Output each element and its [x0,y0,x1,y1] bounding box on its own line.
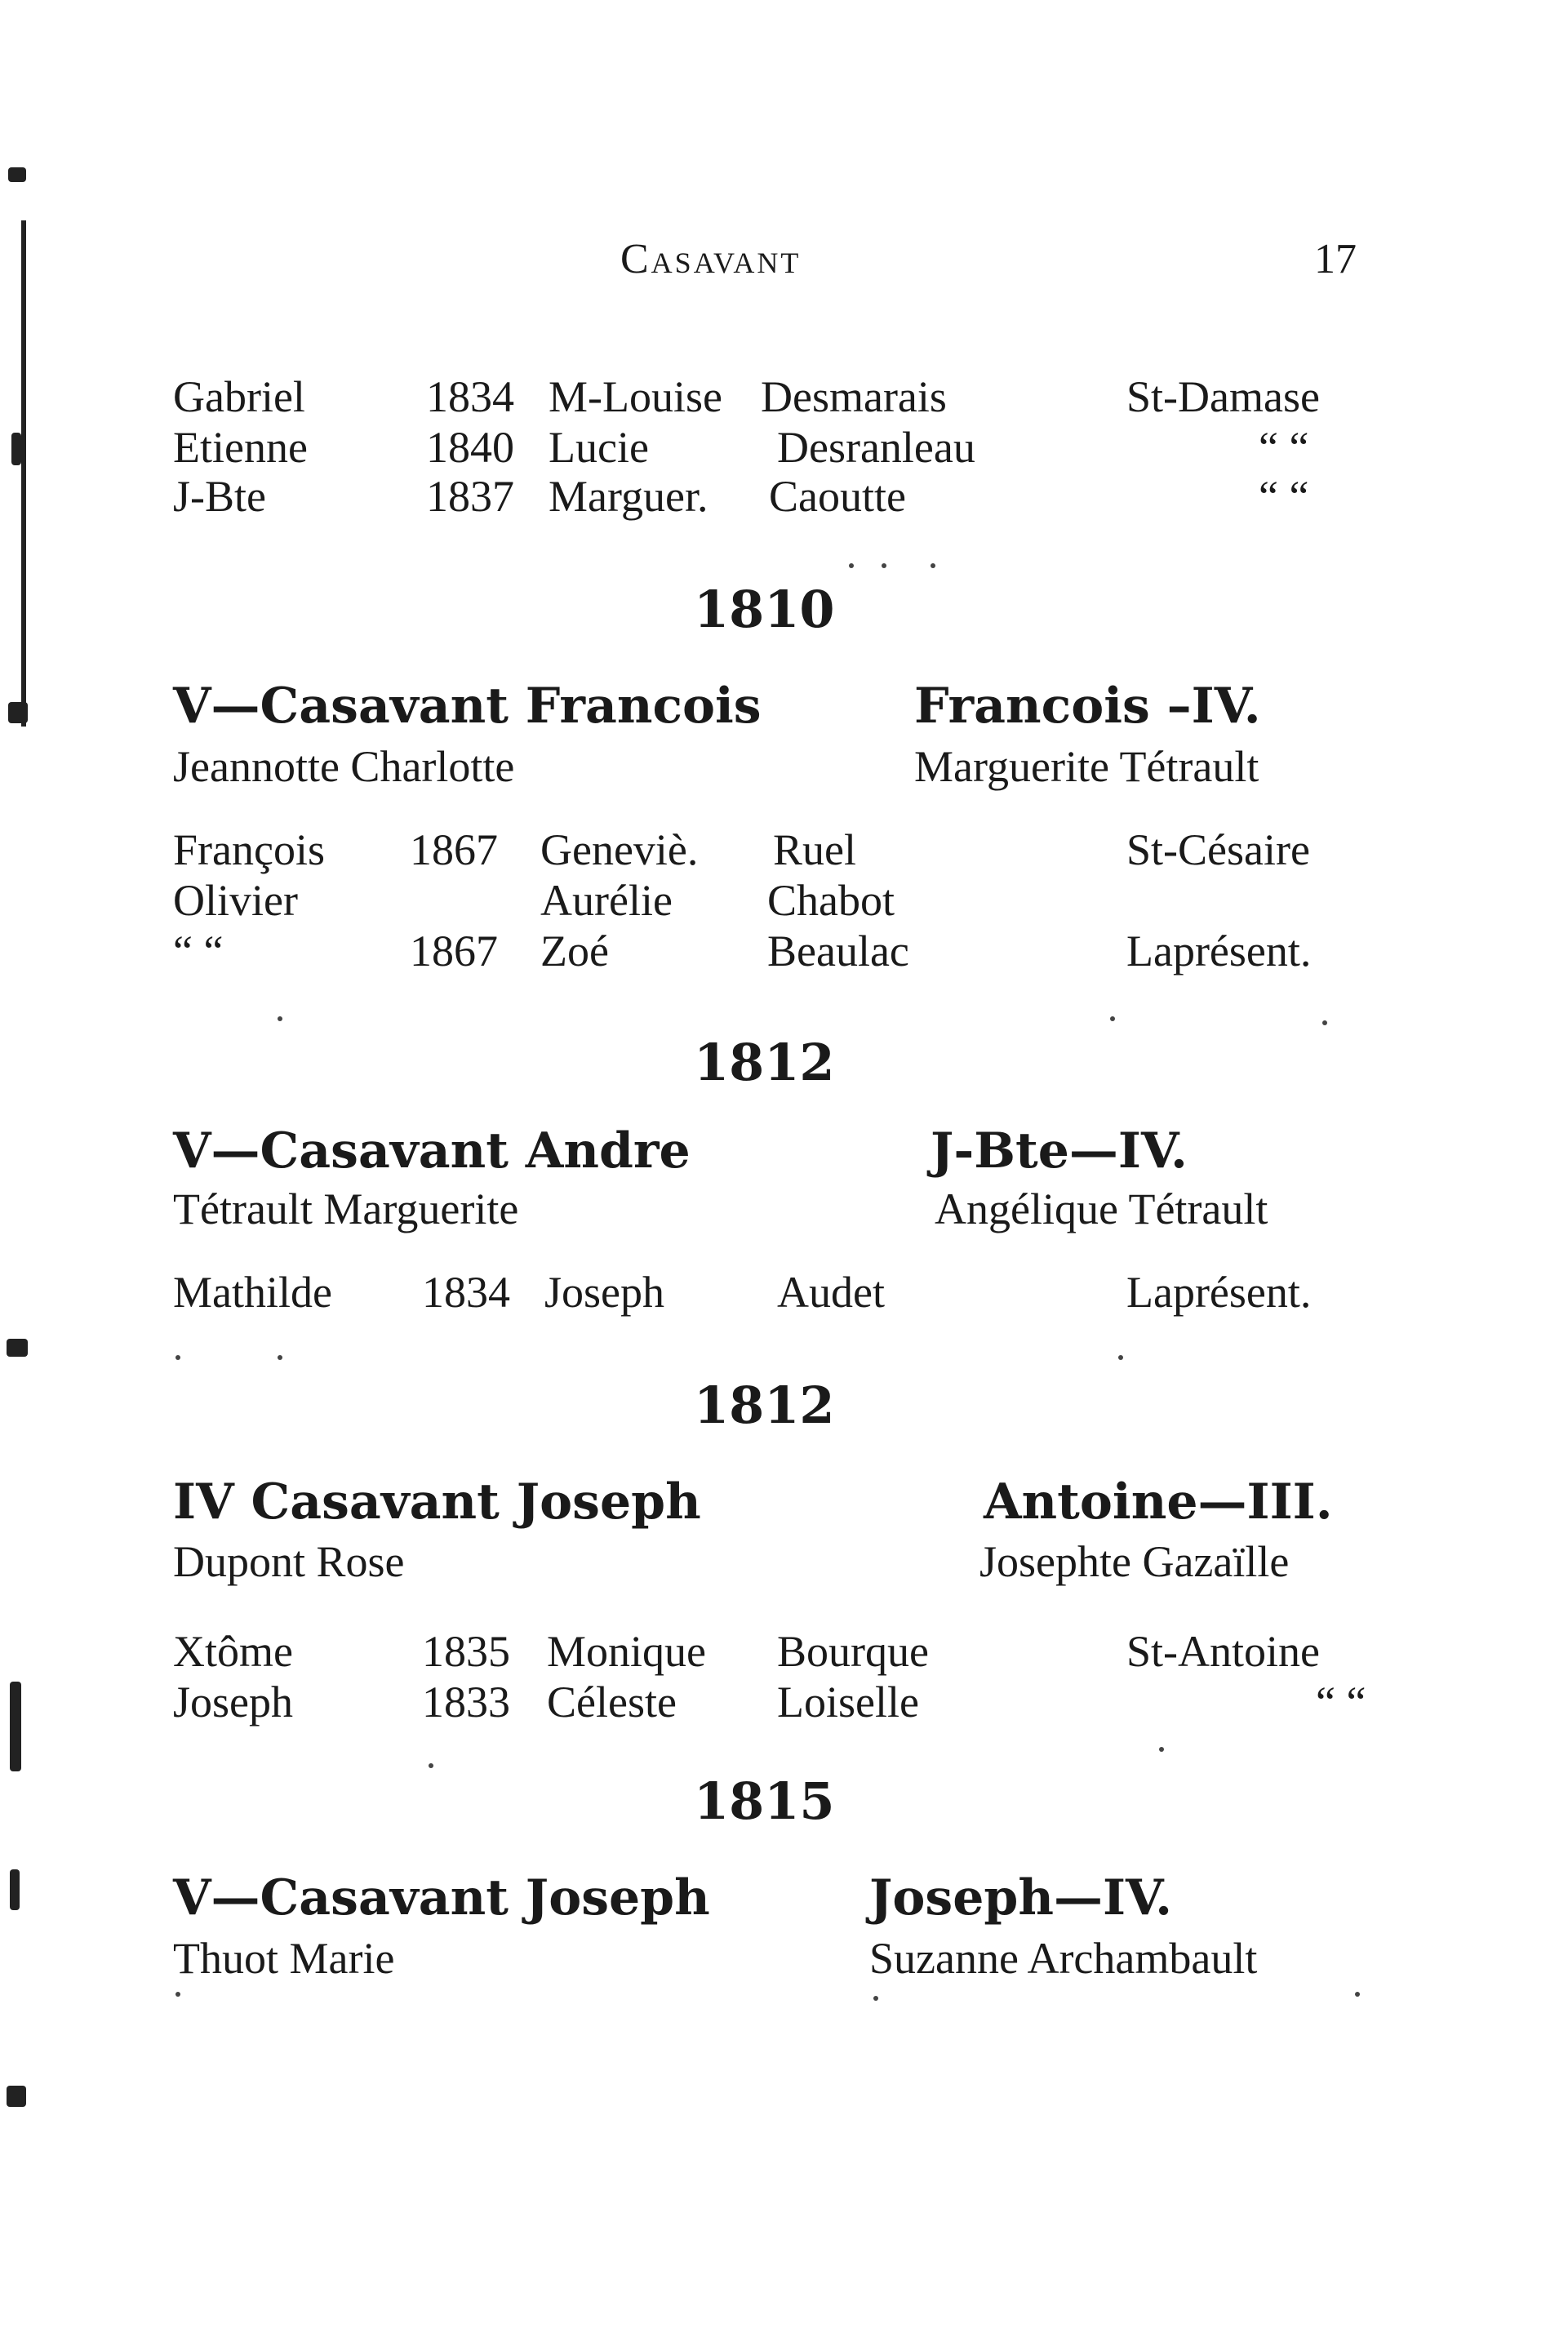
scan-mark [7,2086,26,2107]
child-row [173,1677,1381,1729]
print-speck [1322,1020,1327,1025]
spouse-last-name: Ruel [773,825,856,874]
spouse-last-name: Loiselle [777,1678,919,1727]
section-year: 1810 [694,580,835,639]
parish: Laprésent. [1126,1268,1312,1317]
scan-mark [10,1682,21,1771]
spouse-last-name: Beaulac [767,927,909,975]
marriage-year: 1833 [422,1678,510,1727]
parent-name: Francois –IV. [914,678,1261,735]
child-name: Xtôme [173,1627,293,1676]
spouse-last-name: Desranleau [777,423,975,472]
child-name: Etienne [173,423,308,472]
page-number: 17 [1314,236,1357,282]
marriage-year: 1840 [426,423,514,472]
print-speck [175,1992,180,1997]
child-name: Mathilde [173,1268,332,1317]
print-speck [1118,1355,1123,1360]
print-speck [1159,1747,1164,1752]
head-spouse: Dupont Rose [173,1537,405,1586]
child-name: Olivier [173,876,298,925]
child-row [173,1267,1381,1319]
child-row [173,422,1381,474]
marriage-year: 1837 [426,472,514,521]
parent-name: Antoine—III. [984,1473,1333,1531]
spouse-first-name: Marguer. [549,472,708,521]
print-speck [882,563,886,568]
parish: St-Damase [1126,372,1320,421]
child-row [173,824,1381,877]
spouse-last-name: Bourque [777,1627,929,1676]
spouse-first-name: Geneviè. [540,825,699,874]
parish: “ “ [1316,1678,1366,1727]
scan-mark [8,702,28,723]
spouse-last-name: Chabot [767,876,895,925]
print-speck [1355,1992,1360,1997]
section-year: 1815 [694,1771,835,1831]
marriage-year: 1834 [426,372,514,421]
family-head: V—Casavant Francois [173,678,762,735]
child-name: Joseph [173,1678,293,1727]
spouse-last-name: Audet [777,1268,885,1317]
family-head: IV Casavant Joseph [173,1473,701,1531]
spouse-first-name: Joseph [544,1268,664,1317]
parent-name: Joseph—IV. [869,1869,1172,1926]
child-row [173,371,1381,424]
marriage-year: 1834 [422,1268,510,1317]
binding-edge-line [21,220,26,727]
parish: “ “ [1259,423,1309,472]
section-year: 1812 [694,1033,835,1092]
print-speck [429,1763,433,1768]
scan-mark [11,433,21,465]
scan-mark [8,167,26,182]
child-name: J-Bte [173,472,266,521]
spouse-first-name: M-Louise [549,372,722,421]
spouse-first-name: Aurélie [540,876,673,925]
child-name: Gabriel [173,372,305,421]
running-title: Casavant [620,236,802,282]
parish: St-Césaire [1126,825,1310,874]
parish: St-Antoine [1126,1627,1320,1676]
print-speck [175,1355,180,1360]
print-speck [849,563,854,568]
child-row [173,926,1381,978]
family-head: V—Casavant Joseph [173,1869,710,1926]
spouse-last-name: Desmarais [761,372,947,421]
section-year: 1812 [694,1375,835,1435]
marriage-year: 1867 [410,825,498,874]
parish: Laprésent. [1126,927,1312,975]
head-spouse: Thuot Marie [173,1934,395,1983]
parent-spouse: Marguerite Tétrault [914,742,1259,791]
child-row [173,875,1381,927]
head-spouse: Jeannotte Charlotte [173,742,515,791]
spouse-last-name: Caoutte [769,472,906,521]
parish: “ “ [1259,472,1309,521]
child-name: “ “ [173,927,224,975]
print-speck [278,1016,282,1021]
scan-mark [10,1869,20,1910]
print-speck [931,563,935,568]
scan-mark [7,1339,28,1357]
child-row [173,471,1381,523]
spouse-first-name: Zoé [540,927,609,975]
family-head: V—Casavant Andre [173,1122,691,1180]
parent-spouse: Suzanne Archambault [869,1934,1258,1983]
print-speck [278,1355,282,1360]
print-speck [1110,1016,1115,1021]
parent-spouse: Josephte Gazaïlle [979,1537,1290,1586]
marriage-year: 1835 [422,1627,510,1676]
child-row [173,1626,1381,1678]
parent-spouse: Angélique Tétrault [935,1184,1268,1233]
print-speck [873,1996,878,2001]
spouse-first-name: Monique [547,1627,706,1676]
child-name: François [173,825,325,874]
spouse-first-name: Lucie [549,423,649,472]
head-spouse: Tétrault Marguerite [173,1184,519,1233]
spouse-first-name: Céleste [547,1678,677,1727]
parent-name: J-Bte—IV. [931,1122,1188,1180]
marriage-year: 1867 [410,927,498,975]
